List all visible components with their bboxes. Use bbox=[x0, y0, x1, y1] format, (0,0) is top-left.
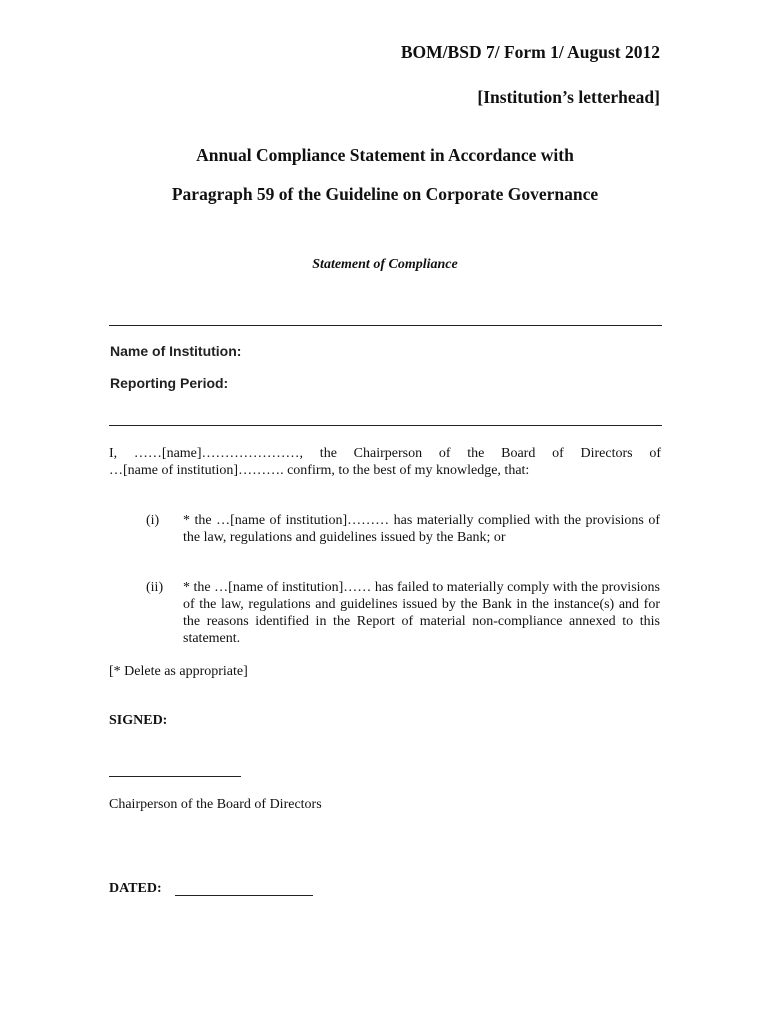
form-reference: BOM/BSD 7/ Form 1/ August 2012 bbox=[400, 42, 660, 62]
intro-line-1: I, ……[name]…………………, the Chairperson of the Board of Directors of bbox=[109, 446, 661, 461]
dated-label: DATED: bbox=[109, 881, 162, 896]
signed-label: SIGNED: bbox=[109, 713, 168, 728]
letterhead-placeholder: [Institution’s letterhead] bbox=[477, 87, 660, 107]
delete-note: [* Delete as appropriate] bbox=[109, 664, 248, 679]
intro-line-2: …[name of institution]………. confirm, to the best of my knowledge, that: bbox=[109, 463, 530, 478]
item-number: (i) bbox=[146, 513, 160, 528]
document-title-line-1: Annual Compliance Statement in Accordance with bbox=[196, 145, 574, 165]
item-text: * the …[name of institution]……… has materially complied with the provisions of the law, regulations and guidelines issued by the Bank; or bbox=[183, 513, 660, 545]
item-text: * the …[name of institution]…… has failed to materially comply with the provisions of the law, regulations and guidelines issued by the Bank in the instance(s) and for the reasons identified in the Report of material non-compliance annexed to this statement. bbox=[183, 580, 660, 646]
signatory-role: Chairperson of the Board of Directors bbox=[109, 797, 322, 812]
signature-line bbox=[109, 776, 241, 777]
institution-name-label: Name of Institution: bbox=[110, 343, 242, 359]
intro-paragraph bbox=[109, 445, 661, 479]
divider-top bbox=[109, 325, 662, 326]
document-title-line-2: Paragraph 59 of the Guideline on Corporate Governance bbox=[171, 184, 599, 204]
item-number: (ii) bbox=[146, 580, 164, 595]
date-line bbox=[175, 895, 313, 896]
divider-bottom bbox=[109, 425, 662, 426]
reporting-period-label: Reporting Period: bbox=[110, 375, 229, 391]
document-subtitle: Statement of Compliance bbox=[312, 257, 458, 272]
